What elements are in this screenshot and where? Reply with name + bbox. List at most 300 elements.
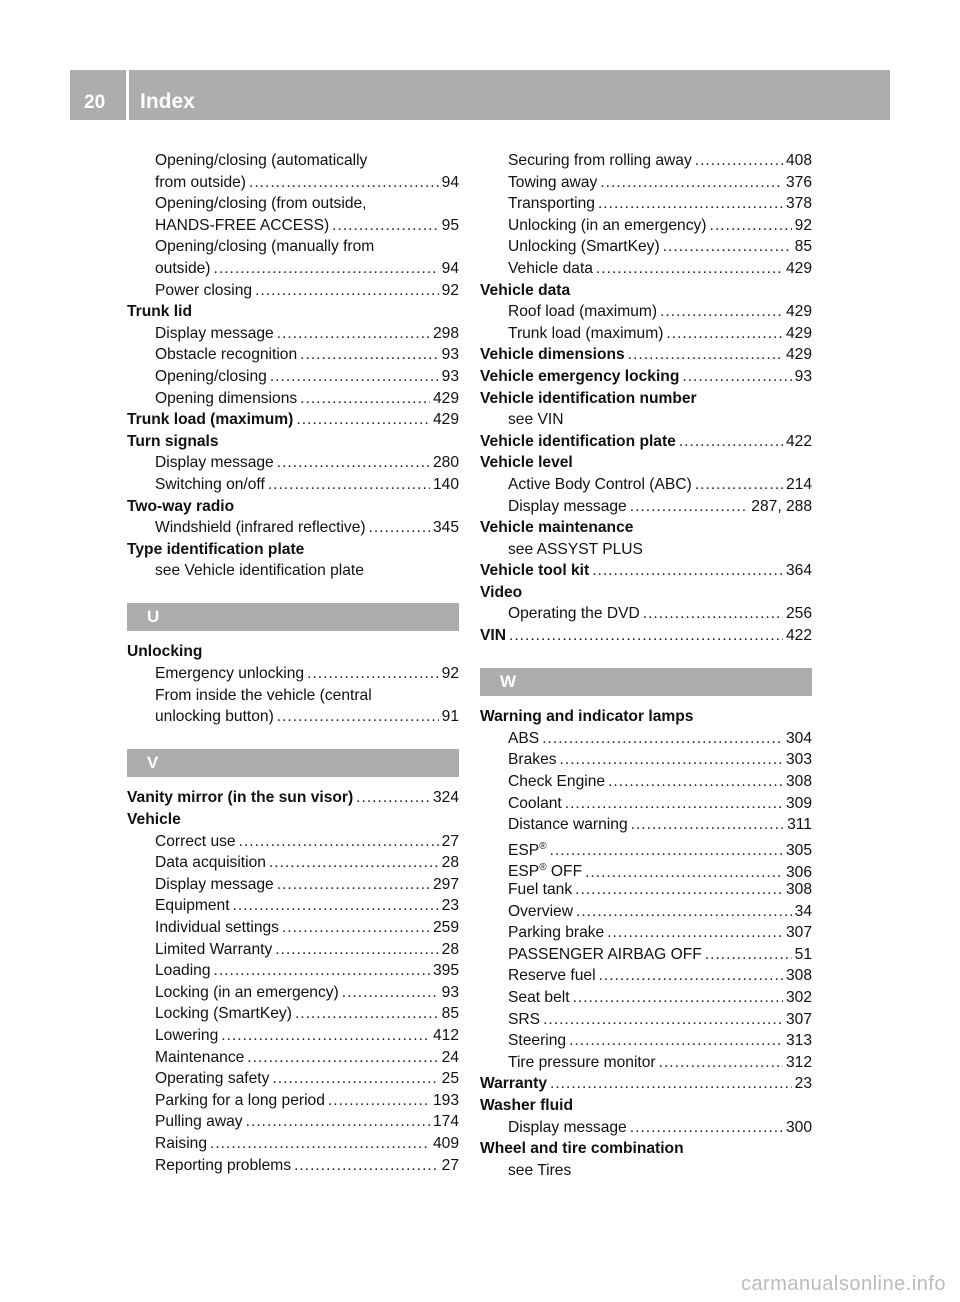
dot-leader [268, 474, 430, 496]
index-subentry [480, 1117, 812, 1139]
dot-leader [275, 939, 438, 961]
index-entry [480, 388, 812, 410]
entry-text: Locking (in an emergency) [155, 983, 339, 1001]
index-entry [480, 1073, 812, 1095]
page-reference[interactable]: 28 [441, 940, 459, 958]
dot-leader [277, 452, 430, 474]
page-reference[interactable]: 23 [794, 1075, 812, 1093]
entry-text: Active Body Control (ABC) [508, 475, 692, 493]
entry-text: Vehicle dimensions [480, 346, 625, 364]
index-subentry [127, 895, 459, 917]
index-subentry [480, 965, 812, 987]
page-reference[interactable]: 93 [441, 367, 459, 385]
index-entry [480, 582, 812, 604]
dot-leader [705, 944, 792, 966]
dot-leader [660, 301, 783, 323]
page-reference[interactable]: 308 [785, 967, 812, 985]
page-reference[interactable]: 313 [785, 1032, 812, 1050]
index-subentry [127, 917, 459, 939]
index-subentry [127, 517, 459, 539]
index-entry [480, 344, 812, 366]
page-reference[interactable]: 376 [785, 173, 812, 191]
page-reference[interactable]: 429 [785, 324, 812, 342]
page-reference[interactable]: 92 [794, 216, 812, 234]
index-subentry [127, 1133, 459, 1155]
dot-leader [282, 917, 430, 939]
dot-leader [695, 474, 783, 496]
dot-leader [592, 560, 783, 582]
entry-text: Vehicle data [480, 281, 571, 299]
entry-text: Fuel tank [508, 881, 573, 898]
index-entry [480, 452, 812, 474]
index-subentry [480, 1160, 812, 1182]
page-reference[interactable]: 28 [441, 854, 459, 872]
entry-text: Opening/closing (manually from [155, 238, 375, 256]
page-reference[interactable]: 409 [432, 1134, 459, 1152]
page-reference[interactable]: 308 [785, 881, 812, 898]
index-subentry [127, 280, 459, 302]
dot-leader [255, 280, 439, 302]
page-reference[interactable]: 300 [785, 1118, 812, 1136]
index-subentry [480, 922, 812, 944]
index-column-right [480, 150, 812, 1181]
entry-text: Reserve fuel [508, 967, 596, 985]
dot-leader [569, 1030, 783, 1052]
dot-leader [599, 965, 783, 987]
entry-text: see Vehicle identification plate [155, 562, 364, 580]
page-reference[interactable]: 395 [432, 962, 459, 980]
page-reference[interactable]: 34 [794, 902, 812, 920]
dot-leader [666, 323, 783, 345]
entry-text: ESP® [508, 840, 547, 859]
entry-text: Washer fluid [480, 1096, 573, 1114]
entry-text: Vehicle [127, 811, 181, 829]
page-reference[interactable]: 23 [441, 897, 459, 915]
entry-text: see ASSYST PLUS [508, 540, 643, 558]
page-reference[interactable]: 429 [785, 346, 812, 364]
index-subentry [480, 879, 812, 901]
page-reference[interactable]: 412 [432, 1026, 459, 1044]
entry-text: Vehicle level [480, 454, 573, 472]
page-reference[interactable]: 378 [785, 195, 812, 213]
dot-leader [296, 409, 430, 431]
entry-text: Coolant [508, 794, 562, 812]
index-subentry [480, 236, 812, 258]
page-reference[interactable]: 51 [794, 945, 812, 963]
dot-leader [630, 1117, 783, 1139]
index-subentry [480, 987, 812, 1009]
entry-text: Type identification plate [127, 540, 305, 558]
page-reference[interactable]: 91 [441, 708, 459, 726]
dot-leader [213, 258, 438, 280]
dot-leader [300, 388, 430, 410]
entry-text: Parking brake [508, 924, 605, 942]
page-reference[interactable]: 214 [785, 475, 812, 493]
entry-text: Limited Warranty [155, 940, 273, 958]
dot-leader [233, 895, 439, 917]
entry-text: Operating the DVD [508, 605, 640, 623]
index-subentry [480, 749, 812, 771]
page-reference[interactable]: 429 [785, 303, 812, 321]
entry-text: Roof load (maximum) [508, 303, 658, 321]
dot-leader [249, 172, 439, 194]
index-subentry [127, 560, 459, 582]
index-subentry [127, 323, 459, 345]
index-subentry [127, 874, 459, 896]
page-number: 20 [84, 92, 106, 113]
section-letter-w: W [480, 668, 812, 696]
index-subentry [480, 793, 812, 815]
dot-leader [246, 1111, 430, 1133]
entry-text: Unlocking (in an emergency) [508, 216, 707, 234]
page-reference[interactable]: 305 [785, 842, 812, 859]
entry-text: Two-way radio [127, 497, 235, 515]
page-reference[interactable]: 95 [441, 216, 459, 234]
page-reference[interactable]: 345 [432, 519, 459, 537]
page-reference[interactable]: 422 [785, 627, 812, 645]
page-reference[interactable]: 429 [432, 411, 459, 429]
entry-text: Raising [155, 1134, 208, 1152]
index-subentry [480, 496, 812, 518]
page-reference[interactable]: 306 [785, 863, 812, 881]
dot-leader [269, 852, 439, 874]
index-entry [127, 431, 459, 453]
entry-text: Parking for a long period [155, 1091, 325, 1109]
entry-text: Loading [155, 962, 211, 980]
page-reference[interactable]: 311 [787, 816, 812, 834]
index-subentry [480, 409, 812, 431]
page-reference[interactable]: 174 [432, 1113, 459, 1131]
page-reference[interactable]: 364 [785, 562, 812, 580]
entry-text: Correct use [155, 832, 236, 850]
dot-leader [300, 344, 438, 366]
entry-text: unlocking button) [155, 708, 274, 726]
page-reference[interactable]: 298 [432, 324, 459, 342]
page-reference[interactable]: 94 [441, 259, 459, 277]
dot-leader [600, 172, 783, 194]
dot-leader [210, 1133, 430, 1155]
entry-text: Display message [508, 1118, 627, 1136]
entry-text: Distance warning [508, 816, 628, 834]
index-subentry [480, 258, 812, 280]
entry-text: Video [480, 583, 523, 601]
dot-leader [550, 1073, 792, 1095]
entry-text: Trunk lid [127, 303, 192, 321]
entry-text: Warranty [480, 1075, 548, 1093]
entry-text: Emergency unlocking [155, 665, 305, 683]
index-subentry [480, 539, 812, 561]
index-entry [480, 560, 812, 582]
dot-leader [277, 874, 430, 896]
page-reference[interactable]: 93 [794, 367, 812, 385]
entry-text: Reporting problems [155, 1156, 292, 1174]
entry-text: Steering [508, 1032, 567, 1050]
index-subentry [480, 193, 812, 215]
page-reference[interactable]: 429 [785, 259, 812, 277]
page-reference[interactable]: 297 [432, 875, 459, 893]
section-letter-u: U [127, 603, 459, 631]
entry-text: From inside the vehicle (central [155, 686, 372, 704]
index-subentry [127, 172, 459, 194]
entry-text: Opening/closing [155, 367, 267, 385]
entry-text: Data acquisition [155, 854, 266, 872]
index-subentry [127, 1003, 459, 1025]
entry-text: Switching on/off [155, 475, 265, 493]
index-subentry [480, 836, 812, 858]
entry-text: SRS [508, 1010, 541, 1028]
index-subentry [480, 901, 812, 923]
index-entry [480, 1138, 812, 1160]
index-entry [127, 496, 459, 518]
entry-text: Power closing [155, 281, 253, 299]
dot-leader [628, 344, 783, 366]
entry-text: Unlocking (SmartKey) [508, 238, 660, 256]
index-entry [480, 517, 812, 539]
page-reference[interactable]: 309 [785, 794, 812, 812]
entry-text: VIN [480, 627, 506, 645]
page-reference[interactable]: 304 [785, 729, 812, 747]
page-reference[interactable]: 94 [441, 173, 459, 191]
index-subentry [480, 150, 812, 172]
entry-text: Seat belt [508, 988, 570, 1006]
page-reference[interactable]: 93 [441, 346, 459, 364]
page-reference[interactable]: 85 [794, 238, 812, 256]
dot-leader [342, 982, 439, 1004]
entry-text: Individual settings [155, 919, 279, 936]
dot-leader [575, 879, 783, 901]
index-subentry [127, 236, 459, 258]
dot-leader [332, 215, 438, 237]
entry-text: from outside) [155, 173, 246, 191]
index-subentry [480, 301, 812, 323]
index-subentry [480, 857, 812, 879]
index-subentry [480, 603, 812, 625]
page-reference[interactable]: 303 [785, 751, 812, 769]
entry-text: ESP® OFF [508, 862, 583, 881]
entry-text: Trunk load (maximum) [508, 324, 664, 342]
dot-leader [239, 831, 439, 853]
entry-text: outside) [155, 259, 211, 277]
dot-leader [598, 193, 783, 215]
page-reference[interactable]: 422 [785, 432, 812, 450]
page-reference[interactable]: 307 [785, 924, 812, 942]
page-reference[interactable]: 92 [441, 665, 459, 683]
entry-text: Display message [155, 454, 274, 472]
index-subentry [127, 960, 459, 982]
entry-text: Vanity mirror (in the sun visor) [127, 789, 354, 807]
entry-text: Trunk load (maximum) [127, 411, 294, 429]
page-reference[interactable]: 193 [432, 1091, 459, 1109]
entry-text: Vehicle emergency locking [480, 367, 680, 385]
page-title: Index [140, 90, 195, 113]
entry-text: Display message [155, 324, 274, 342]
page-reference[interactable]: 324 [432, 789, 459, 807]
page-reference[interactable]: 307 [785, 1010, 812, 1028]
index-subentry [127, 982, 459, 1004]
dot-leader [356, 787, 430, 809]
page-reference[interactable]: 408 [785, 152, 812, 169]
index-subentry [127, 452, 459, 474]
dot-leader [328, 1090, 430, 1112]
entry-text: Opening/closing (from outside, [155, 195, 367, 213]
entry-text: Check Engine [508, 773, 606, 791]
entry-text: Display message [508, 497, 627, 515]
entry-text: Vehicle maintenance [480, 519, 634, 537]
page-reference[interactable]: 256 [785, 605, 812, 623]
dot-leader [307, 663, 439, 685]
dot-leader [221, 1025, 430, 1047]
entry-text: Equipment [155, 897, 230, 915]
dot-leader [277, 323, 430, 345]
dot-leader [214, 960, 430, 982]
page-reference[interactable]: 280 [432, 454, 459, 472]
index-subentry [127, 366, 459, 388]
dot-leader [659, 1052, 783, 1074]
entry-text: Maintenance [155, 1048, 245, 1066]
page-reference[interactable]: 308 [785, 773, 812, 791]
entry-text: Vehicle tool kit [480, 562, 590, 580]
dot-leader [679, 431, 783, 453]
entry-text: see Tires [508, 1161, 572, 1179]
index-entry [127, 641, 459, 663]
index-subentry [480, 771, 812, 793]
entry-text: Locking (SmartKey) [155, 1005, 292, 1023]
dot-leader [608, 771, 783, 793]
page-header [70, 70, 890, 120]
dot-leader [576, 901, 792, 923]
index-subentry [127, 388, 459, 410]
index-subentry [127, 706, 459, 728]
entry-text: Warning and indicator lamps [480, 708, 694, 726]
dot-leader [369, 517, 430, 539]
page-reference[interactable]: 302 [785, 988, 812, 1006]
dot-leader [607, 922, 783, 944]
entry-text: Unlocking [127, 643, 203, 661]
index-entry [127, 809, 459, 831]
index-subentry [127, 1068, 459, 1090]
entry-text: Brakes [508, 751, 557, 769]
index-subentry [127, 193, 459, 215]
dot-leader [295, 1003, 439, 1025]
dot-leader [565, 793, 783, 815]
index-entry [127, 539, 459, 561]
page-reference[interactable]: 140 [432, 475, 459, 493]
index-subentry [480, 728, 812, 750]
entry-text: Vehicle data [508, 259, 593, 277]
section-letter-v: V [127, 749, 459, 777]
dot-leader [631, 814, 785, 836]
index-entry [480, 366, 812, 388]
entry-text: Wheel and tire combination [480, 1140, 684, 1158]
index-subentry [127, 1111, 459, 1133]
dot-leader [596, 258, 783, 280]
index-subentry [127, 474, 459, 496]
page-reference[interactable]: 85 [441, 1005, 459, 1023]
entry-text: Display message [155, 875, 274, 893]
page-reference[interactable]: 25 [441, 1070, 459, 1088]
index-subentry [127, 1025, 459, 1047]
entry-text: Vehicle identification plate [480, 432, 676, 450]
index-subentry [127, 215, 459, 237]
dot-leader [543, 1009, 783, 1031]
index-subentry [127, 1155, 459, 1177]
dot-leader [682, 366, 791, 388]
index-subentry [127, 852, 459, 874]
index-subentry [127, 1047, 459, 1069]
page-reference[interactable]: 312 [785, 1053, 812, 1071]
index-column-left [127, 150, 459, 1176]
page-reference[interactable]: 259 [432, 919, 459, 936]
entry-text: Opening dimensions [155, 389, 298, 407]
index-subentry [127, 150, 459, 172]
dot-leader [247, 1047, 438, 1069]
entry-text: Turn signals [127, 432, 219, 450]
header-divider [126, 70, 129, 120]
dot-leader [663, 236, 792, 258]
index-subentry [127, 831, 459, 853]
dot-leader [270, 366, 439, 388]
index-entry [127, 409, 459, 431]
dot-leader [630, 496, 749, 518]
index-entry [480, 431, 812, 453]
entry-text: see VIN [508, 411, 564, 429]
entry-text: Overview [508, 902, 573, 920]
entry-text: PASSENGER AIRBAG OFF [508, 945, 702, 963]
index-subentry [127, 258, 459, 280]
dot-leader [542, 728, 783, 750]
dot-leader [550, 840, 783, 862]
page-reference[interactable]: 287, 288 [751, 497, 812, 515]
dot-leader [560, 749, 783, 771]
page-reference[interactable]: 24 [441, 1048, 459, 1066]
entry-text: Windshield (infrared reflective) [155, 519, 366, 537]
index-subentry [480, 814, 812, 836]
entry-text: Securing from rolling away [508, 152, 692, 169]
page-reference[interactable]: 27 [441, 832, 459, 850]
dot-leader [277, 706, 439, 728]
index-entry [480, 280, 812, 302]
entry-text: Operating safety [155, 1070, 270, 1088]
index-subentry [480, 944, 812, 966]
entry-text: Tire pressure monitor [508, 1053, 656, 1071]
dot-leader [573, 987, 783, 1009]
dot-leader [695, 150, 783, 172]
entry-text: Lowering [155, 1026, 219, 1044]
dot-leader [272, 1068, 438, 1090]
entry-text: HANDS-FREE ACCESS) [155, 216, 330, 234]
index-subentry [127, 663, 459, 685]
index-subentry [127, 1090, 459, 1112]
dot-leader [709, 215, 791, 237]
dot-leader [294, 1155, 439, 1177]
index-subentry [480, 474, 812, 496]
entry-text: Opening/closing (automatically [155, 152, 368, 169]
page-reference[interactable]: 93 [441, 983, 459, 1001]
index-subentry [480, 1009, 812, 1031]
page-reference[interactable]: 92 [441, 281, 459, 299]
page-reference[interactable]: 429 [432, 389, 459, 407]
index-subentry [480, 172, 812, 194]
page-reference[interactable]: 27 [441, 1156, 459, 1174]
entry-text: Vehicle identification number [480, 389, 697, 407]
index-subentry [480, 1052, 812, 1074]
entry-text: Towing away [508, 173, 598, 191]
index-entry [480, 1095, 812, 1117]
index-subentry [127, 344, 459, 366]
index-subentry [127, 939, 459, 961]
dot-leader [509, 625, 783, 647]
index-entry [127, 301, 459, 323]
